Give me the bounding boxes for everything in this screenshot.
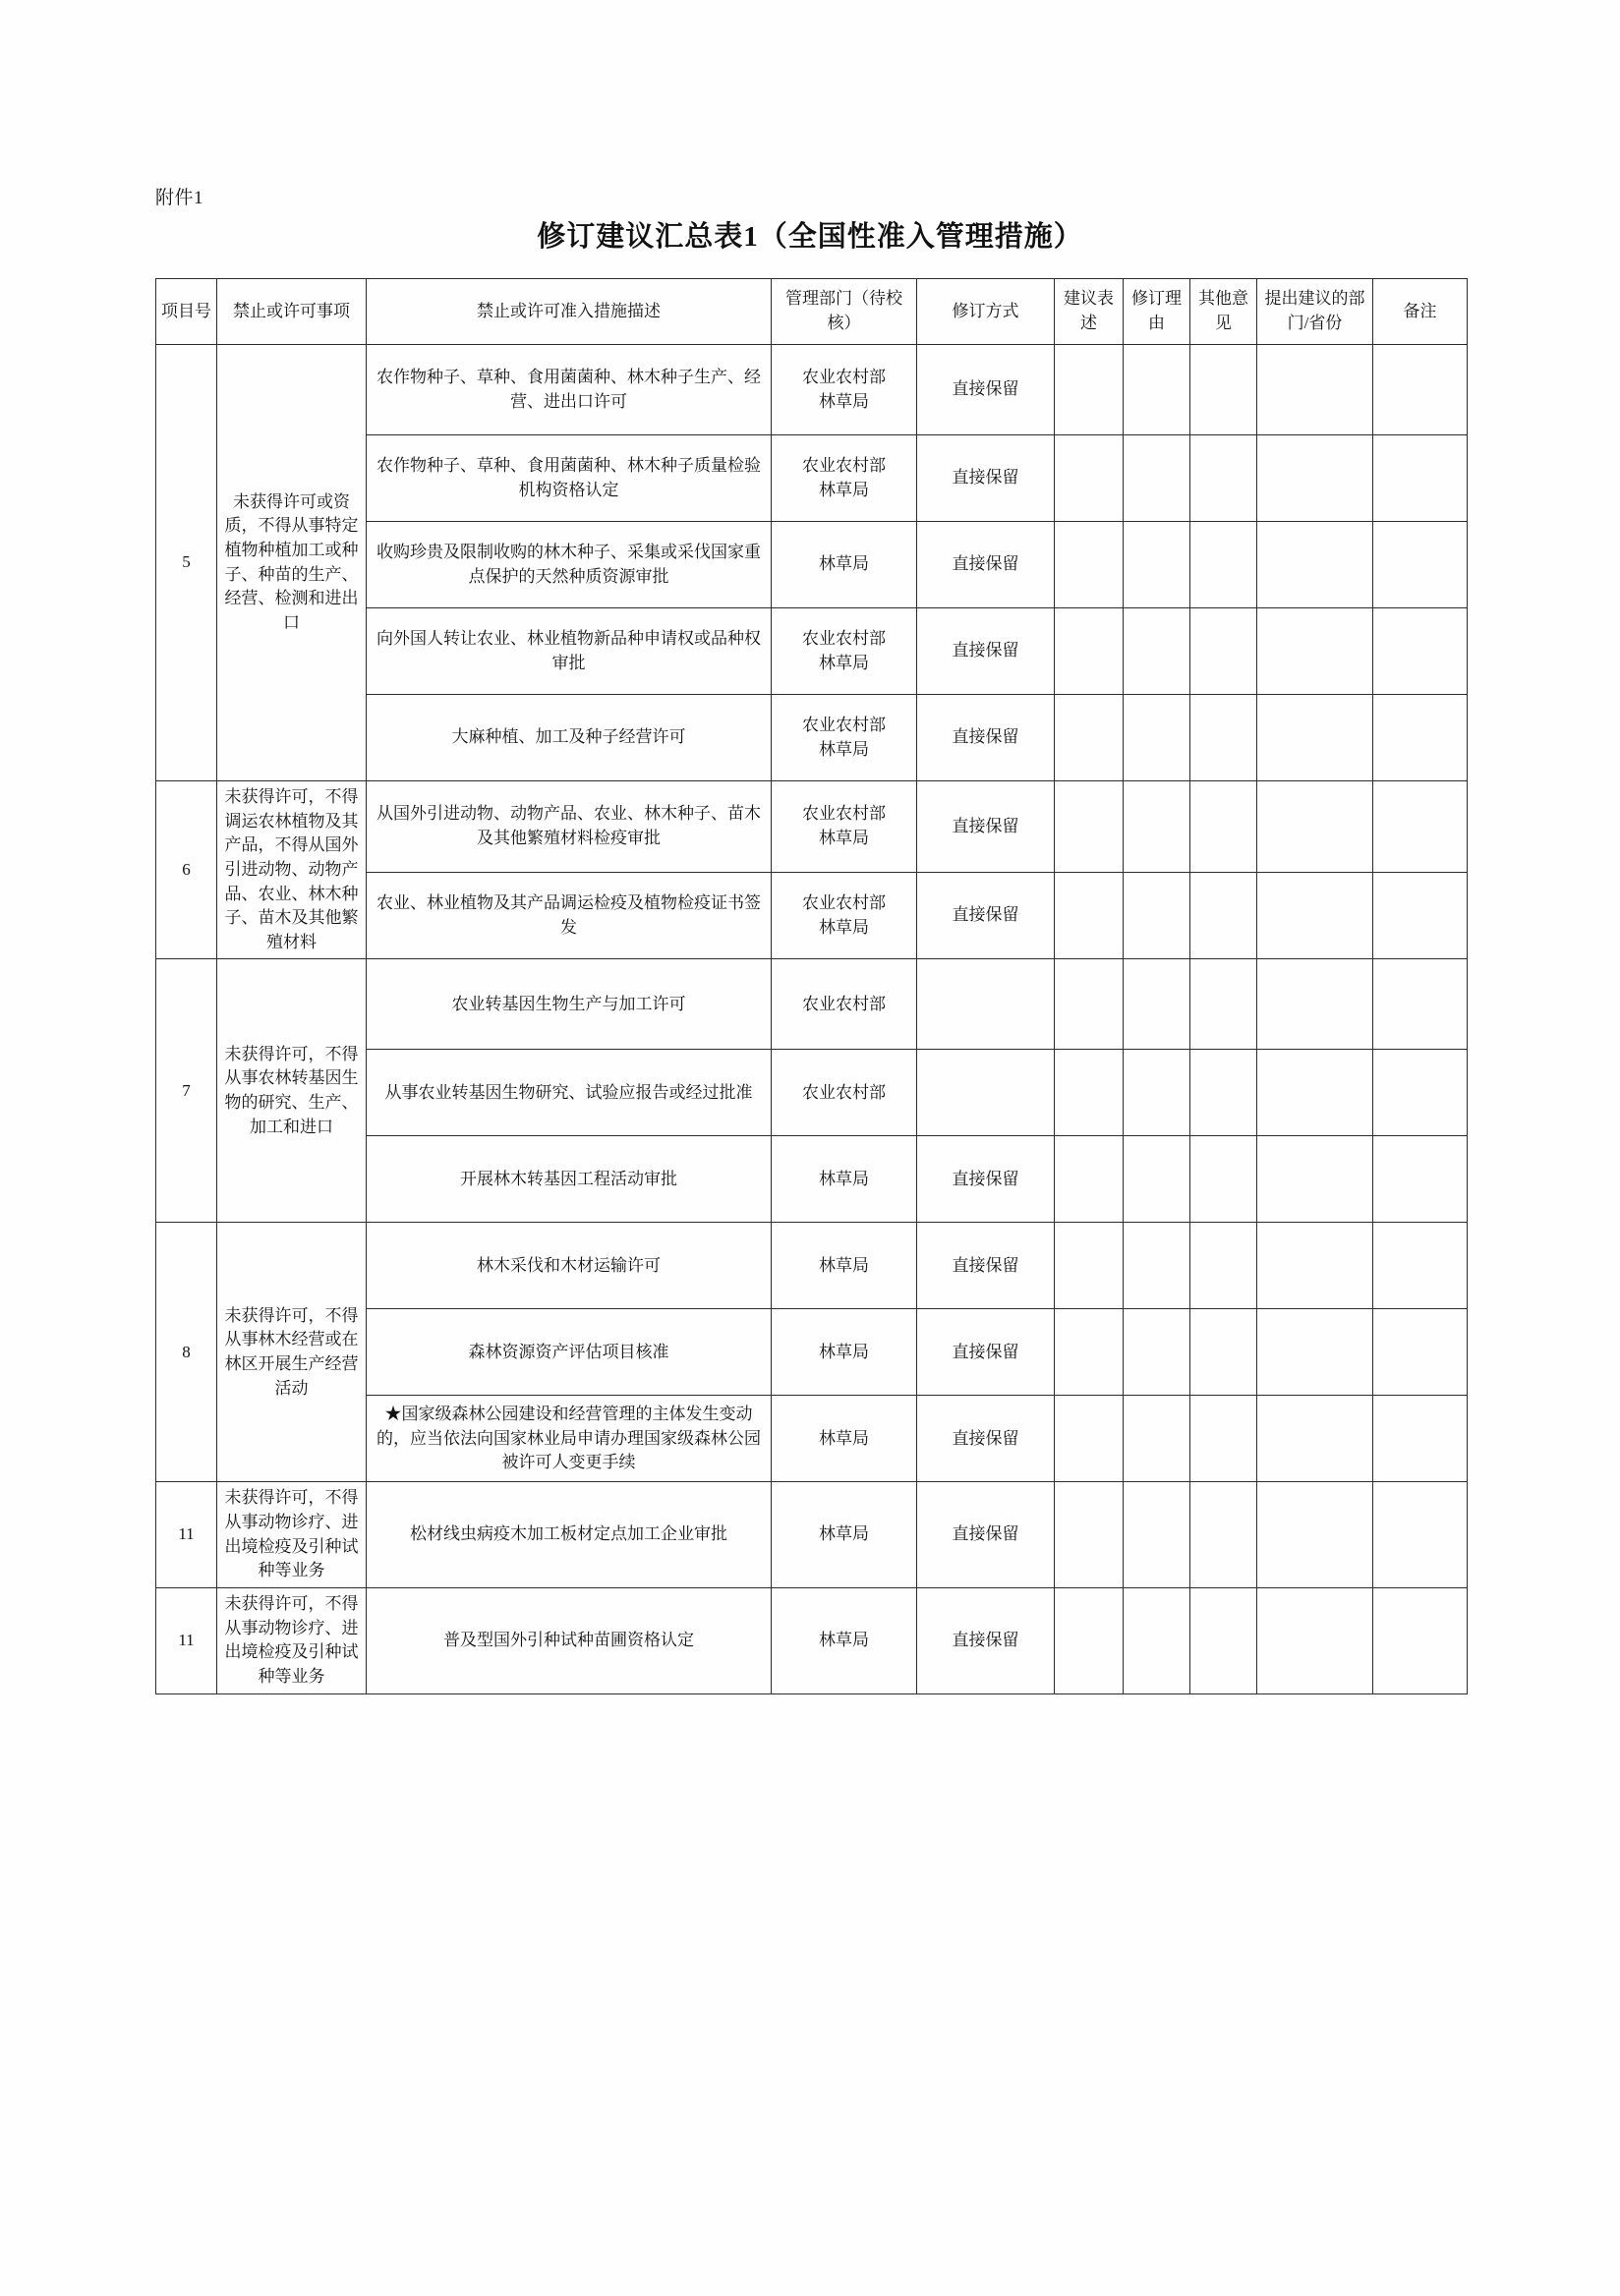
cell-suggested-wording — [1055, 522, 1124, 608]
department-line: 农业农村部 — [802, 994, 886, 1013]
cell-revision-reason — [1124, 1482, 1190, 1588]
department-line: 农业农村部 — [802, 455, 886, 475]
cell-department — [772, 1136, 917, 1223]
cell-remark — [1373, 872, 1468, 959]
department-line: 林草局 — [819, 1169, 869, 1188]
header-description: 禁止或许可准入措施描述 — [367, 279, 772, 345]
department-line: 林草局 — [819, 1255, 869, 1275]
cell-other-opinion — [1190, 1482, 1257, 1588]
cell-department — [772, 959, 917, 1050]
cell-description: 收购珍贵及限制收购的林木种子、采集或采伐国家重点保护的天然种质资源审批 — [367, 522, 772, 608]
cell-remark — [1373, 435, 1468, 522]
department-line: 林草局 — [819, 917, 869, 937]
cell-proposing-unit — [1257, 1136, 1373, 1223]
header-other-opinion: 其他意见 — [1190, 279, 1257, 345]
cell-description: 森林资源资产评估项目核准 — [367, 1309, 772, 1396]
cell-suggested-wording — [1055, 781, 1124, 873]
cell-revision-method: 直接保留 — [917, 1396, 1055, 1482]
cell-other-opinion — [1190, 1588, 1257, 1694]
cell-proposing-unit — [1257, 695, 1373, 781]
cell-matter: 未获得许可，不得从事农林转基因生物的研究、生产、加工和进口 — [217, 959, 367, 1223]
table-row — [156, 1588, 1468, 1694]
table-header — [156, 279, 1468, 345]
cell-description: 大麻种植、加工及种子经营许可 — [367, 695, 772, 781]
cell-revision-reason — [1124, 345, 1190, 435]
header-revision-method: 修订方式 — [917, 279, 1055, 345]
cell-other-opinion — [1190, 1396, 1257, 1482]
cell-department — [772, 1482, 917, 1588]
cell-description: 从事农业转基因生物研究、试验应报告或经过批准 — [367, 1050, 772, 1136]
cell-other-opinion — [1190, 959, 1257, 1050]
cell-revision-reason — [1124, 959, 1190, 1050]
cell-proposing-unit — [1257, 781, 1373, 873]
cell-proposing-unit — [1257, 608, 1373, 695]
table-row — [156, 959, 1468, 1050]
cell-department — [772, 1050, 917, 1136]
cell-suggested-wording — [1055, 1309, 1124, 1396]
cell-item-no: 8 — [156, 1223, 217, 1482]
department-line: 农业农村部 — [802, 892, 886, 912]
cell-proposing-unit — [1257, 345, 1373, 435]
cell-revision-reason — [1124, 1396, 1190, 1482]
header-department: 管理部门（待校核） — [772, 279, 917, 345]
cell-other-opinion — [1190, 522, 1257, 608]
cell-remark — [1373, 1050, 1468, 1136]
department-line: 林草局 — [819, 739, 869, 759]
cell-revision-method: 直接保留 — [917, 435, 1055, 522]
cell-remark — [1373, 781, 1468, 873]
header-remark: 备注 — [1373, 279, 1468, 345]
cell-proposing-unit — [1257, 1396, 1373, 1482]
cell-remark — [1373, 695, 1468, 781]
cell-proposing-unit — [1257, 522, 1373, 608]
cell-description: 农作物种子、草种、食用菌菌种、林木种子生产、经营、进出口许可 — [367, 345, 772, 435]
cell-other-opinion — [1190, 608, 1257, 695]
cell-remark — [1373, 1136, 1468, 1223]
table-body — [156, 345, 1468, 1694]
cell-suggested-wording — [1055, 1396, 1124, 1482]
cell-department — [772, 872, 917, 959]
cell-remark — [1373, 1482, 1468, 1588]
cell-other-opinion — [1190, 435, 1257, 522]
table-row — [156, 781, 1468, 873]
cell-proposing-unit — [1257, 872, 1373, 959]
header-matter: 禁止或许可事项 — [217, 279, 367, 345]
department-line: 农业农村部 — [802, 715, 886, 734]
table-row — [156, 1482, 1468, 1588]
table-row — [156, 345, 1468, 435]
cell-revision-method: 直接保留 — [917, 695, 1055, 781]
cell-remark — [1373, 1396, 1468, 1482]
cell-remark — [1373, 608, 1468, 695]
cell-department — [772, 1223, 917, 1309]
cell-item-no: 6 — [156, 781, 217, 959]
cell-matter: 未获得许可，不得从事动物诊疗、进出境检疫及引种试种等业务 — [217, 1588, 367, 1694]
cell-item-no: 7 — [156, 959, 217, 1223]
cell-suggested-wording — [1055, 345, 1124, 435]
cell-department — [772, 608, 917, 695]
cell-revision-reason — [1124, 1309, 1190, 1396]
cell-proposing-unit — [1257, 1588, 1373, 1694]
cell-revision-method: 直接保留 — [917, 522, 1055, 608]
cell-item-no: 5 — [156, 345, 217, 781]
cell-description: 开展林木转基因工程活动审批 — [367, 1136, 772, 1223]
cell-suggested-wording — [1055, 435, 1124, 522]
cell-department — [772, 1396, 917, 1482]
cell-suggested-wording — [1055, 959, 1124, 1050]
cell-other-opinion — [1190, 1223, 1257, 1309]
cell-description: 农作物种子、草种、食用菌菌种、林木种子质量检验机构资格认定 — [367, 435, 772, 522]
cell-department — [772, 435, 917, 522]
cell-revision-method: 直接保留 — [917, 1309, 1055, 1396]
cell-suggested-wording — [1055, 872, 1124, 959]
cell-proposing-unit — [1257, 1050, 1373, 1136]
cell-revision-reason — [1124, 1050, 1190, 1136]
department-line: 林草局 — [819, 1428, 869, 1448]
cell-description: 林木采伐和木材运输许可 — [367, 1223, 772, 1309]
cell-suggested-wording — [1055, 1050, 1124, 1136]
cell-matter: 未获得许可，不得从事动物诊疗、进出境检疫及引种试种等业务 — [217, 1482, 367, 1588]
department-line: 林草局 — [819, 653, 869, 672]
header-suggested-wording: 建议表述 — [1055, 279, 1124, 345]
cell-description: 向外国人转让农业、林业植物新品种申请权或品种权审批 — [367, 608, 772, 695]
header-revision-reason: 修订理由 — [1124, 279, 1190, 345]
cell-revision-reason — [1124, 608, 1190, 695]
cell-description: 松材线虫病疫木加工板材定点加工企业审批 — [367, 1482, 772, 1588]
cell-revision-method: 直接保留 — [917, 1482, 1055, 1588]
cell-revision-reason — [1124, 1223, 1190, 1309]
cell-revision-reason — [1124, 695, 1190, 781]
cell-proposing-unit — [1257, 435, 1373, 522]
cell-revision-method: 直接保留 — [917, 608, 1055, 695]
cell-remark — [1373, 1588, 1468, 1694]
table-row — [156, 1223, 1468, 1309]
cell-description: 从国外引进动物、动物产品、农业、林木种子、苗木及其他繁殖材料检疫审批 — [367, 781, 772, 873]
cell-other-opinion — [1190, 872, 1257, 959]
cell-revision-method: 直接保留 — [917, 781, 1055, 873]
cell-revision-reason — [1124, 522, 1190, 608]
cell-suggested-wording — [1055, 1136, 1124, 1223]
header-proposing-unit: 提出建议的部门/省份 — [1257, 279, 1373, 345]
cell-other-opinion — [1190, 1050, 1257, 1136]
cell-department — [772, 1588, 917, 1694]
cell-revision-method: 直接保留 — [917, 872, 1055, 959]
department-line: 林草局 — [819, 554, 869, 574]
department-line: 林草局 — [819, 1342, 869, 1361]
cell-remark — [1373, 522, 1468, 608]
cell-remark — [1373, 345, 1468, 435]
cell-revision-reason — [1124, 1136, 1190, 1223]
cell-matter: 未获得许可，不得调运农林植物及其产品，不得从国外引进动物、动物产品、农业、林木种子、苗木及其他繁殖材料 — [217, 781, 367, 959]
department-line: 农业农村部 — [802, 628, 886, 648]
cell-revision-reason — [1124, 781, 1190, 873]
cell-suggested-wording — [1055, 608, 1124, 695]
attachment-label: 附件1 — [155, 188, 204, 208]
cell-matter: 未获得许可，不得从事林木经营或在林区开展生产经营活动 — [217, 1223, 367, 1482]
department-line: 林草局 — [819, 480, 869, 499]
cell-suggested-wording — [1055, 1223, 1124, 1309]
cell-revision-method — [917, 1050, 1055, 1136]
cell-other-opinion — [1190, 781, 1257, 873]
cell-item-no: 11 — [156, 1588, 217, 1694]
cell-item-no: 11 — [156, 1482, 217, 1588]
cell-other-opinion — [1190, 1136, 1257, 1223]
cell-description: 普及型国外引种试种苗圃资格认定 — [367, 1588, 772, 1694]
department-line: 农业农村部 — [802, 367, 886, 386]
cell-remark — [1373, 959, 1468, 1050]
page-title: 修订建议汇总表1（全国性准入管理措施） — [537, 221, 1083, 253]
department-line: 农业农村部 — [802, 804, 886, 824]
revision-summary-table — [155, 278, 1468, 1694]
cell-suggested-wording — [1055, 695, 1124, 781]
cell-proposing-unit — [1257, 1309, 1373, 1396]
department-line: 农业农村部 — [802, 1082, 886, 1102]
cell-revision-reason — [1124, 435, 1190, 522]
cell-matter: 未获得许可或资质，不得从事特定植物种植加工或种子、种苗的生产、经营、检测和进出口 — [217, 345, 367, 781]
cell-suggested-wording — [1055, 1482, 1124, 1588]
cell-description: 农业转基因生物生产与加工许可 — [367, 959, 772, 1050]
cell-remark — [1373, 1309, 1468, 1396]
cell-department — [772, 1309, 917, 1396]
department-line: 林草局 — [819, 828, 869, 847]
department-line: 林草局 — [819, 1524, 869, 1544]
cell-proposing-unit — [1257, 1223, 1373, 1309]
cell-revision-method — [917, 959, 1055, 1050]
department-line: 林草局 — [819, 391, 869, 411]
cell-remark — [1373, 1223, 1468, 1309]
cell-other-opinion — [1190, 695, 1257, 781]
cell-department — [772, 522, 917, 608]
cell-proposing-unit — [1257, 1482, 1373, 1588]
cell-proposing-unit — [1257, 959, 1373, 1050]
cell-revision-method: 直接保留 — [917, 1223, 1055, 1309]
table-header-row — [156, 279, 1468, 345]
cell-revision-method: 直接保留 — [917, 1136, 1055, 1223]
cell-other-opinion — [1190, 1309, 1257, 1396]
department-line: 林草局 — [819, 1631, 869, 1649]
cell-revision-reason — [1124, 872, 1190, 959]
cell-revision-method: 直接保留 — [917, 345, 1055, 435]
cell-department — [772, 781, 917, 873]
header-item-no: 项目号 — [156, 279, 217, 345]
cell-description: 农业、林业植物及其产品调运检疫及植物检疫证书签发 — [367, 872, 772, 959]
cell-suggested-wording — [1055, 1588, 1124, 1694]
cell-department — [772, 695, 917, 781]
cell-revision-method: 直接保留 — [917, 1588, 1055, 1694]
cell-other-opinion — [1190, 345, 1257, 435]
cell-description: ★国家级森林公园建设和经营管理的主体发生变动的，应当依法向国家林业局申请办理国家级森林公园被许可人变更手续 — [367, 1396, 772, 1482]
cell-department — [772, 345, 917, 435]
cell-revision-reason — [1124, 1588, 1190, 1694]
summary-table-container — [155, 278, 1467, 1694]
